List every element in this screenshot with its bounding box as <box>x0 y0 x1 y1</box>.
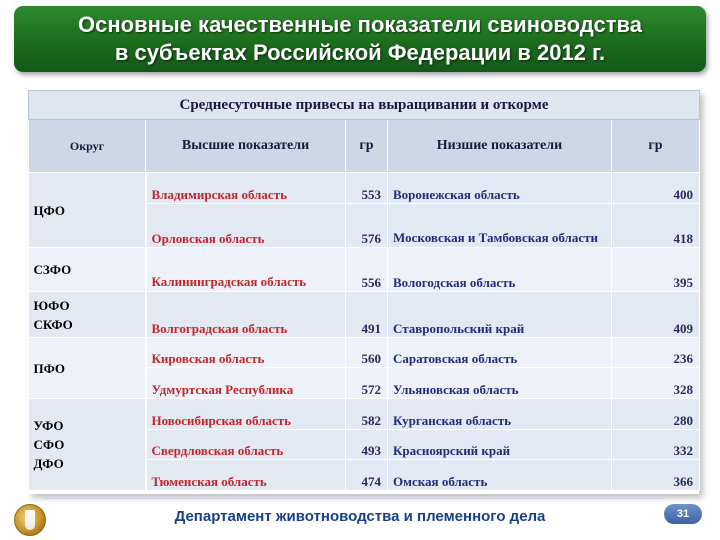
okrug-cell <box>29 292 146 338</box>
high-region: Новосибирская область <box>146 399 346 430</box>
low-value: 328 <box>612 368 700 399</box>
high-value: 560 <box>346 338 388 368</box>
high-value: 582 <box>346 399 388 430</box>
low-value: 418 <box>612 204 700 248</box>
low-region: Красноярский край <box>388 430 612 460</box>
header-okrug: Округ <box>29 120 146 173</box>
high-region: Владимирская область <box>146 173 346 204</box>
low-value: 332 <box>612 430 700 460</box>
low-region: Ульяновская область <box>388 368 612 399</box>
table-header-row <box>29 120 700 173</box>
high-region: Свердловская область <box>146 430 346 460</box>
high-region: Орловская область <box>146 204 346 248</box>
low-region: Вологодская область <box>388 248 612 292</box>
high-value: 474 <box>346 460 388 491</box>
high-value: 556 <box>346 248 388 292</box>
high-region: Удмуртская Республика <box>146 368 346 399</box>
low-value: 400 <box>612 173 700 204</box>
title-line-1: Основные качественные показатели свиноводства <box>78 12 642 37</box>
okrug-label: СЗФО <box>33 262 72 277</box>
low-value: 366 <box>612 460 700 491</box>
okrug-cell <box>29 399 146 491</box>
header-high-unit: гр <box>346 120 388 173</box>
low-region-text: Московская и Тамбовская области <box>393 230 598 245</box>
okrug-label: ДФО <box>33 456 64 471</box>
low-value: 280 <box>612 399 700 430</box>
low-value: 395 <box>612 248 700 292</box>
low-region: Ставропольский край <box>388 292 612 338</box>
high-value: 553 <box>346 173 388 204</box>
okrug-label: ЦФО <box>33 202 66 218</box>
header-low-unit: гр <box>612 120 700 173</box>
okrug-label: ЮФО <box>33 297 70 313</box>
table-row <box>29 173 700 204</box>
high-value: 572 <box>346 368 388 399</box>
data-table-sheet <box>28 90 699 494</box>
high-region <box>146 248 346 292</box>
okrug-cell <box>29 248 146 292</box>
low-region <box>388 204 612 248</box>
footer-divider <box>44 498 664 499</box>
low-region: Воронежская область <box>388 173 612 204</box>
high-region: Кировская область <box>146 338 346 368</box>
low-value: 409 <box>612 292 700 338</box>
high-region: Волгоградская область <box>146 292 346 338</box>
high-value: 491 <box>346 292 388 338</box>
table-caption: Среднесуточные привесы на выращивании и откорме <box>29 91 700 120</box>
page-number-badge: 31 <box>664 504 702 524</box>
slide-title-box <box>14 6 706 72</box>
okrug-label: СФО <box>33 437 65 452</box>
low-region: Саратовская область <box>388 338 612 368</box>
table-row <box>29 399 700 430</box>
data-table <box>28 90 700 491</box>
high-region-text: Калининградская область <box>151 274 307 289</box>
high-value: 493 <box>346 430 388 460</box>
low-region: Омская область <box>388 460 612 491</box>
header-high: Высшие показатели <box>146 120 346 173</box>
table-row <box>29 248 700 292</box>
table-row <box>29 338 700 368</box>
okrug-cell <box>29 338 146 399</box>
low-region: Курганская область <box>388 399 612 430</box>
okrug-label: ПФО <box>33 360 66 376</box>
table-row <box>29 292 700 338</box>
table-caption-row <box>29 91 700 120</box>
high-value: 576 <box>346 204 388 248</box>
okrug-label: УФО <box>33 418 64 433</box>
low-value: 236 <box>612 338 700 368</box>
header-low: Низшие показатели <box>388 120 612 173</box>
title-line-2: в субъектах Российской Федерации в 2012 г. <box>114 40 606 65</box>
high-region: Тюменская область <box>146 460 346 491</box>
okrug-label: СКФО <box>33 316 73 332</box>
okrug-cell <box>29 173 146 248</box>
footer-department: Департамент животноводства и племенного дела <box>174 508 546 525</box>
